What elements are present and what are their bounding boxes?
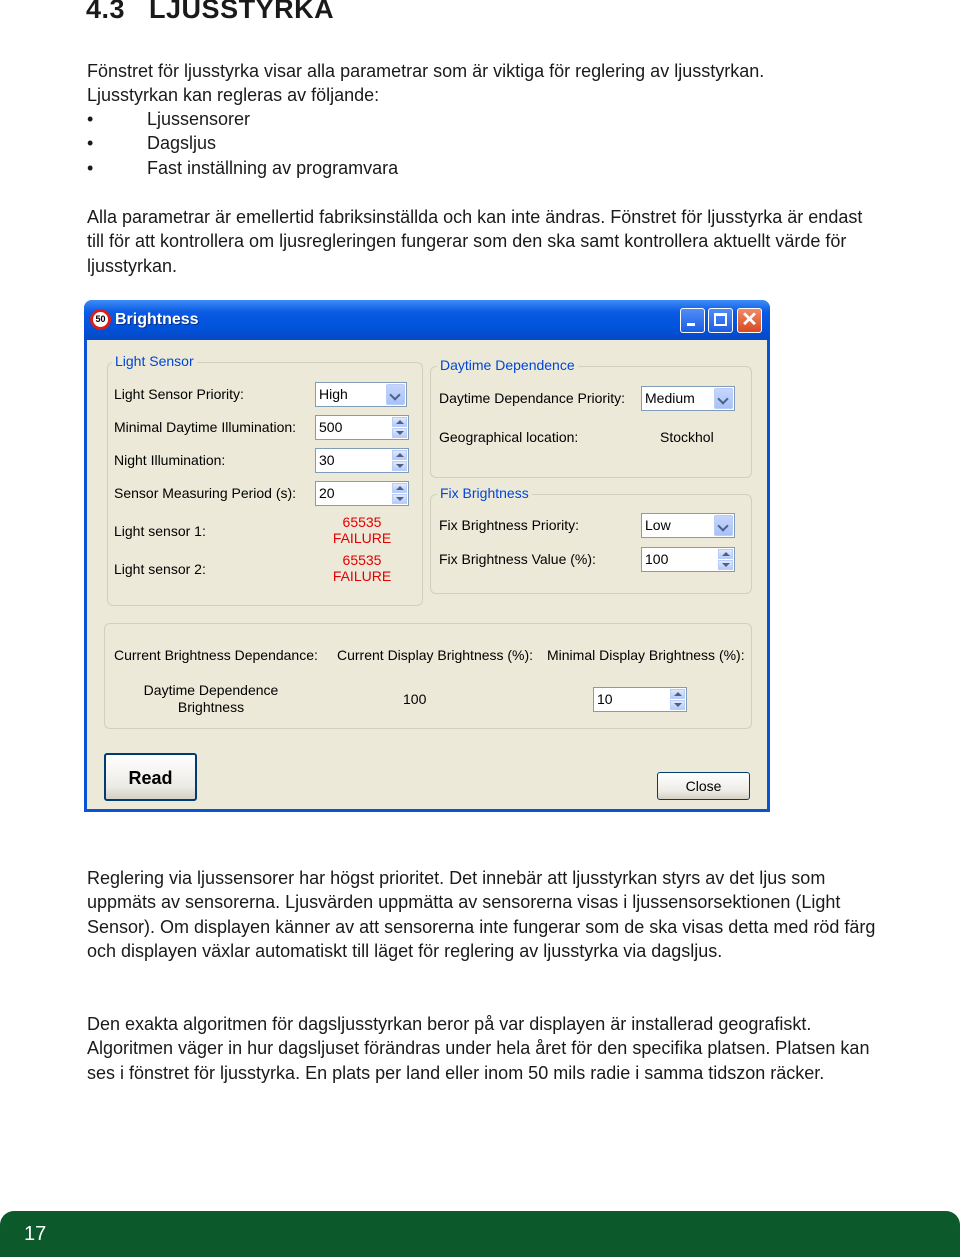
spin-down-icon[interactable] — [392, 461, 407, 471]
min-display-brightness-value: 10 — [597, 691, 613, 707]
minimize-button[interactable] — [680, 308, 705, 333]
close-icon: ✕ — [741, 309, 758, 331]
spinner[interactable] — [392, 450, 407, 471]
light-sensor-priority-label: Light Sensor Priority: — [114, 386, 244, 402]
chevron-down-icon[interactable] — [386, 384, 405, 405]
spin-up-icon[interactable] — [392, 417, 407, 427]
list-item: • Fast inställning av programvara — [87, 156, 398, 180]
spinner[interactable] — [670, 689, 685, 710]
night-illumination-input[interactable] — [315, 448, 409, 473]
current-dependance-label: Current Brightness Dependance: — [114, 647, 318, 663]
fix-brightness-priority-label: Fix Brightness Priority: — [439, 517, 580, 533]
page-number: 17 — [24, 1223, 47, 1245]
spin-down-icon[interactable] — [718, 560, 733, 570]
geographical-location-value: Stockhol — [660, 429, 714, 445]
close-window-button[interactable] — [737, 308, 762, 333]
sensor-measuring-period-value: 20 — [319, 485, 335, 501]
sensor-measuring-period-input[interactable] — [315, 481, 409, 506]
method-list — [87, 107, 398, 180]
light-sensor-1-value: 65535 — [342, 514, 382, 530]
min-display-brightness-label: Minimal Display Brightness (%): — [547, 647, 745, 663]
window-titlebar[interactable] — [84, 300, 770, 340]
maximize-button[interactable] — [708, 308, 733, 333]
fix-brightness-group-label: Fix Brightness — [437, 485, 532, 501]
current-dependance-value — [114, 682, 308, 716]
light-sensor-1-status: FAILURE — [332, 530, 392, 546]
fix-brightness-group — [430, 494, 752, 594]
current-display-brightness-label: Current Display Brightness (%): — [337, 647, 534, 663]
light-sensor-1-reading — [322, 514, 402, 546]
brightness-window — [84, 300, 770, 812]
speed-sign-icon: 50 — [90, 309, 111, 330]
daytime-priority-select[interactable] — [641, 386, 735, 411]
spin-up-icon[interactable] — [718, 549, 733, 559]
spin-down-icon[interactable] — [670, 700, 685, 710]
spin-up-icon[interactable] — [392, 450, 407, 460]
window-title: Brightness — [115, 311, 199, 328]
min-display-brightness-input[interactable] — [593, 687, 687, 712]
intro-paragraph-2: Alla parametrar är emellertid fabriksinställda och kan inte ändras. Fönstret för ljusstyrka är endast till för att kontrollera om ljusregleringen fungerar som den ska samt kontrollera aktuellt värde för ljusstyrkan. — [87, 207, 863, 276]
light-sensor-1-label: Light sensor 1: — [114, 523, 206, 539]
light-sensor-priority-select[interactable] — [315, 382, 407, 407]
intro-line-2: Ljusstyrkan kan regleras av följande: — [87, 85, 380, 105]
spin-up-icon[interactable] — [670, 689, 685, 699]
night-illumination-value: 30 — [319, 452, 335, 468]
fix-brightness-priority-value: Low — [645, 517, 671, 533]
fix-brightness-value: 100 — [645, 551, 669, 567]
read-button[interactable]: Read — [104, 753, 197, 801]
spin-down-icon[interactable] — [392, 494, 407, 504]
body-paragraph-4: Den exakta algoritmen för dagsljusstyrkan beror på var displayen är installerad geografiskt. Algoritmen väger in hur dagsljuset förändras under hela året för den specifika platsen. Platsen kan ses i fönstret för ljusstyrka. En plats per land eller inom 50 mils radie i samma tidszon räcker. — [87, 1014, 870, 1083]
section-number: 4.3 — [86, 0, 126, 24]
night-illumination-label: Night Illumination: — [114, 452, 226, 468]
minimize-icon — [687, 323, 695, 326]
chevron-down-icon[interactable] — [714, 515, 733, 536]
section-heading — [86, 0, 334, 25]
close-button[interactable]: Close — [657, 772, 750, 800]
daytime-dependence-group-label: Daytime Dependence — [437, 357, 578, 373]
fix-brightness-value-input[interactable] — [641, 547, 735, 572]
spin-down-icon[interactable] — [392, 428, 407, 438]
chevron-down-icon[interactable] — [714, 388, 733, 409]
geographical-location-label: Geographical location: — [439, 429, 579, 445]
daytime-priority-label: Daytime Dependance Priority: — [439, 390, 625, 406]
current-dependance-value-line2: Brightness — [177, 699, 245, 715]
daytime-priority-value: Medium — [645, 390, 695, 406]
window-client — [87, 340, 767, 809]
light-sensor-2-value: 65535 — [342, 552, 382, 568]
light-sensor-priority-value: High — [319, 386, 348, 402]
current-dependance-value-line1: Daytime Dependence — [143, 682, 279, 698]
daytime-dependence-group — [430, 366, 752, 478]
fix-brightness-value-label: Fix Brightness Value (%): — [439, 551, 596, 567]
sensor-measuring-period-label: Sensor Measuring Period (s): — [114, 485, 297, 501]
section-title: LJUSSTYRKA — [149, 0, 335, 24]
fix-brightness-priority-select[interactable] — [641, 513, 735, 538]
spinner[interactable] — [718, 549, 733, 570]
body-paragraph-3: Reglering via ljussensorer har högst prioritet. Det innebär att ljusstyrkan styrs av det ljus som uppmäts av sensorerna. Ljusvärden uppmätta av sensorerna visas i ljussensorsektionen (Light Sensor). Om displayen känner av att sensorerna inte fungerar som de ska visas detta med röd färg och displayen växlar automatiskt till läget för reglering av ljusstyrka via dagsljus. — [87, 868, 876, 962]
spinner[interactable] — [392, 417, 407, 438]
light-sensor-group-label: Light Sensor — [112, 353, 197, 369]
light-sensor-2-reading — [322, 552, 402, 584]
spinner[interactable] — [392, 483, 407, 504]
min-daytime-illumination-label: Minimal Daytime Illumination: — [114, 419, 297, 435]
min-daytime-illumination-value: 500 — [319, 419, 343, 435]
intro-line-1: Fönstret för ljusstyrka visar alla parametrar som är viktiga för reglering av ljusstyrkan. — [87, 61, 765, 81]
light-sensor-2-label: Light sensor 2: — [114, 561, 206, 577]
spin-up-icon[interactable] — [392, 483, 407, 493]
list-item: • Dagsljus — [87, 131, 398, 155]
maximize-icon — [714, 313, 727, 326]
min-daytime-illumination-input[interactable] — [315, 415, 409, 440]
page-footer-band — [0, 1211, 960, 1257]
light-sensor-2-status: FAILURE — [332, 568, 392, 584]
current-display-brightness-value: 100 — [403, 691, 427, 707]
list-item: • Ljussensorer — [87, 107, 398, 131]
